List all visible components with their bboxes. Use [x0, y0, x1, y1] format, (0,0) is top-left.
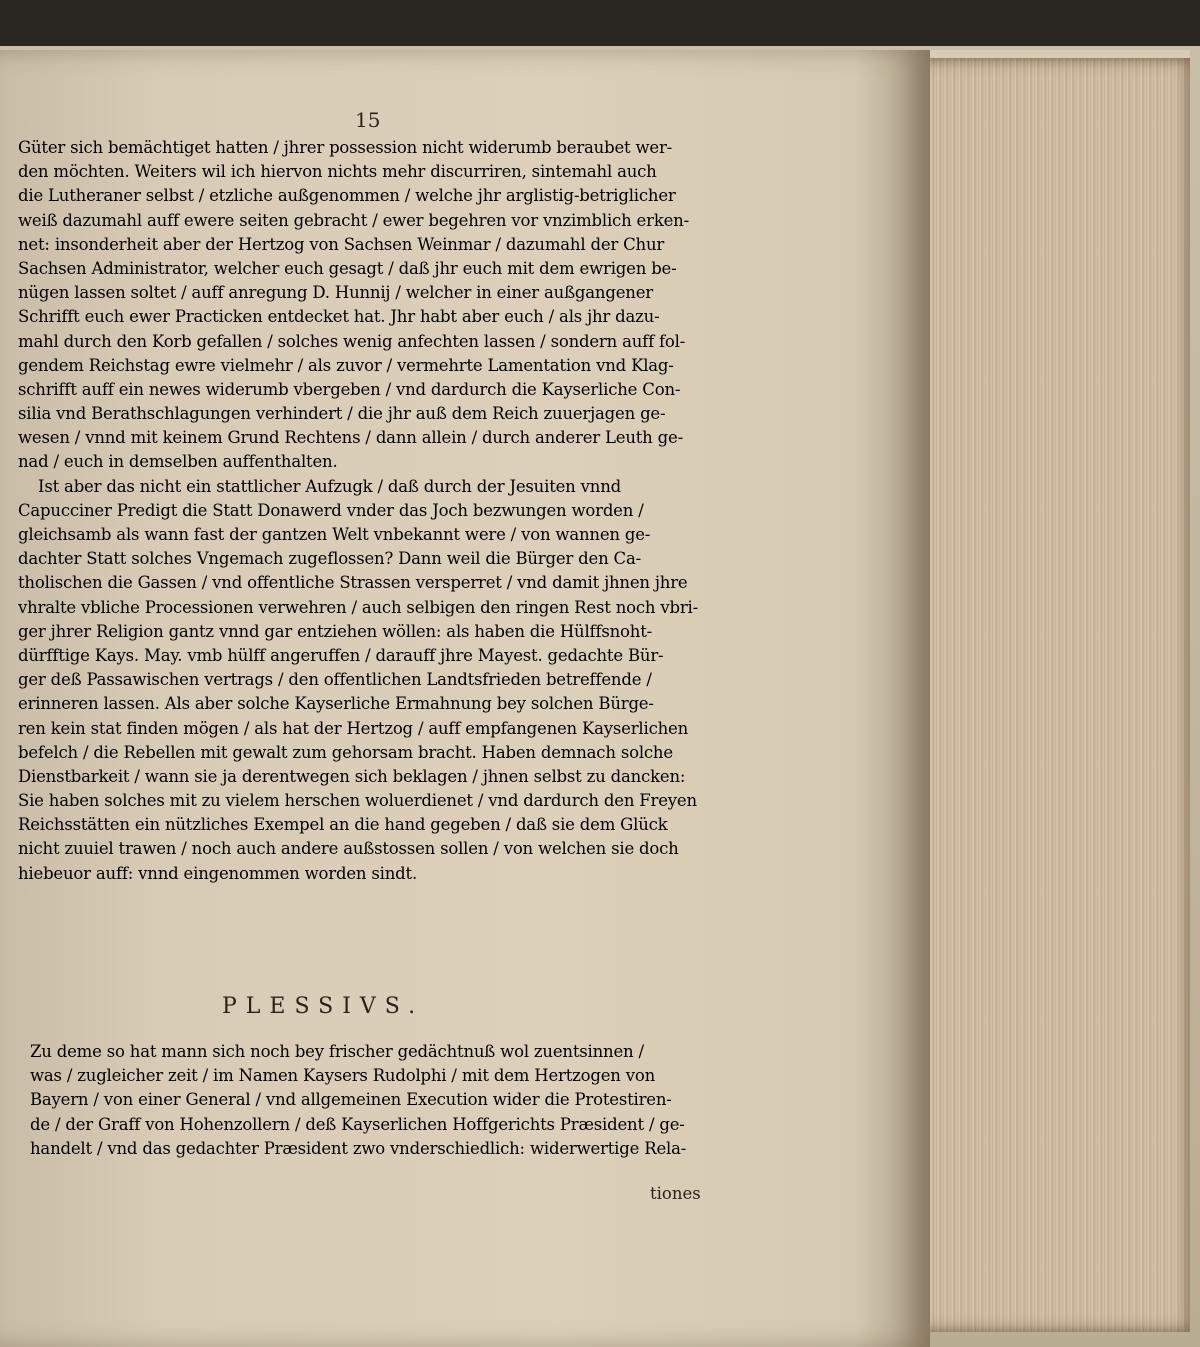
text-line: schrifft auff ein newes widerumb vbergeben / vnd dardurch die Kayserliche Con- — [18, 379, 681, 399]
text-line: mahl durch den Korb gefallen / solches wenig anfechten lassen / sondern auff fol- — [18, 331, 686, 351]
text-line: Dienstbarkeit / wann sie ja derentwegen sich beklagen / jhnen selbst zu dancken: — [18, 766, 686, 786]
text-block-main — [18, 136, 740, 886]
text-line: nicht zuuiel trawen / noch auch andere außstossen sollen / von welchen sie doch — [18, 839, 679, 859]
text-line: befelch / die Rebellen mit gewalt zum gehorsam bracht. Haben demnach solche — [18, 742, 673, 762]
text-line: handelt / vnd das gedachter Præsident zwo vnderschiedlich: widerwertige Rela- — [30, 1138, 687, 1158]
text-line: gleichsamb als wann fast der gantzen Welt vnbekannt were / von wannen ge- — [18, 525, 651, 544]
text-line: Bayern / von einer General / vnd allgemeinen Execution wider die Protestiren- — [30, 1090, 672, 1110]
text-line: Güter sich bemächtiget hatten / jhrer possession nicht widerumb beraubet wer- — [18, 138, 673, 157]
page-block-edges — [900, 58, 1190, 1332]
catchword: tiones — [650, 1184, 701, 1203]
text-line: die Lutheraner selbst / etzliche außgenommen / welche jhr arglistig-betriglicher — [18, 186, 676, 206]
text-line: hiebeuor auff: vnnd eingenommen worden sindt. — [18, 863, 417, 883]
text-line: ren kein stat finden mögen / als hat der Hertzog / auff empfangenen Kayserlichen — [18, 718, 689, 738]
section-heading: PLESSIVS. — [222, 994, 425, 1019]
page-number: 15 — [355, 108, 381, 132]
text-line: nad / euch in demselben auffenthalten. — [18, 452, 338, 472]
text-line: silia vnd Berathschlagungen verhindert / die jhr auß dem Reich zuuerjagen ge- — [18, 404, 666, 424]
text-line: was / zugleicher zeit / im Namen Kaysers Rudolphi / mit dem Hertzogen von — [30, 1066, 656, 1086]
text-line: ger deß Passawischen vertrags / den offentlichen Landtsfrieden betreffende / — [18, 670, 652, 690]
text-line: Capucciner Predigt die Statt Donawerd vnder das Joch bezwungen worden / — [18, 500, 644, 520]
text-line: erinneren lassen. Als aber solche Kayserliche Ermahnung bey solchen Bürge- — [18, 694, 654, 714]
text-line: dürfftige Kays. May. vmb hülff angeruffen / darauff jhre Mayest. gedachte Bür- — [18, 645, 664, 665]
text-line: gendem Reichstag ewre vielmehr / als zuvor / vermehrte Lamentation vnd Klag- — [18, 355, 674, 375]
text-line: nügen lassen soltet / auff anregung D. Hunnij / welcher in einer außgangener — [18, 283, 653, 303]
text-line: Sie haben solches mit zu vielem herschen woluerdienet / vnd dardurch den Freyen — [18, 791, 697, 811]
text-line: den möchten. Weiters wil ich hiervon nichts mehr discurriren, sintemahl auch — [18, 162, 657, 182]
text-line: Schrifft euch ewer Practicken entdecket hat. Jhr habt aber euch / als jhr dazu- — [18, 307, 660, 327]
text-line: wesen / vnnd mit keinem Grund Rechtens / dann allein / durch anderer Leuth ge- — [18, 428, 683, 448]
text-line: weiß dazumahl auff ewere seiten gebracht / ewer begehren vor vnzimblich erken- — [18, 210, 689, 230]
text-line: Ist aber das nicht ein stattlicher Aufzugk / daß durch der Jesuiten vnnd — [38, 476, 621, 496]
text-line: Zu deme so hat mann sich noch bey frischer gedächtnuß wol zuentsinnen / — [30, 1042, 644, 1061]
text-line: Reichsstätten ein nützliches Exempel an die hand gegeben / daß sie dem Glück — [18, 815, 668, 835]
text-line: dachter Statt solches Vngemach zugeflossen? Dann weil die Bürger den Ca- — [18, 549, 641, 569]
text-line: Sachsen Administrator, welcher euch gesagt / daß jhr euch mit dem ewrigen be- — [18, 258, 677, 278]
text-line: de / der Graff von Hohenzollern / deß Kayserlichen Hoffgerichts Præsident / ge- — [30, 1114, 685, 1134]
text-line: net: insonderheit aber der Hertzog von Sachsen Weinmar / dazumahl der Chur — [18, 234, 665, 254]
text-line: vhralte vbliche Processionen verwehren / auch selbigen den ringen Rest noch vbri- — [18, 597, 698, 617]
text-line: tholischen die Gassen / vnd offentliche Strassen versperret / vnd damit jhnen jhre — [18, 573, 688, 593]
text-block-second — [30, 1040, 740, 1161]
text-line: ger jhrer Religion gantz vnnd gar entziehen wöllen: als haben die Hülffsnoht- — [18, 621, 653, 641]
